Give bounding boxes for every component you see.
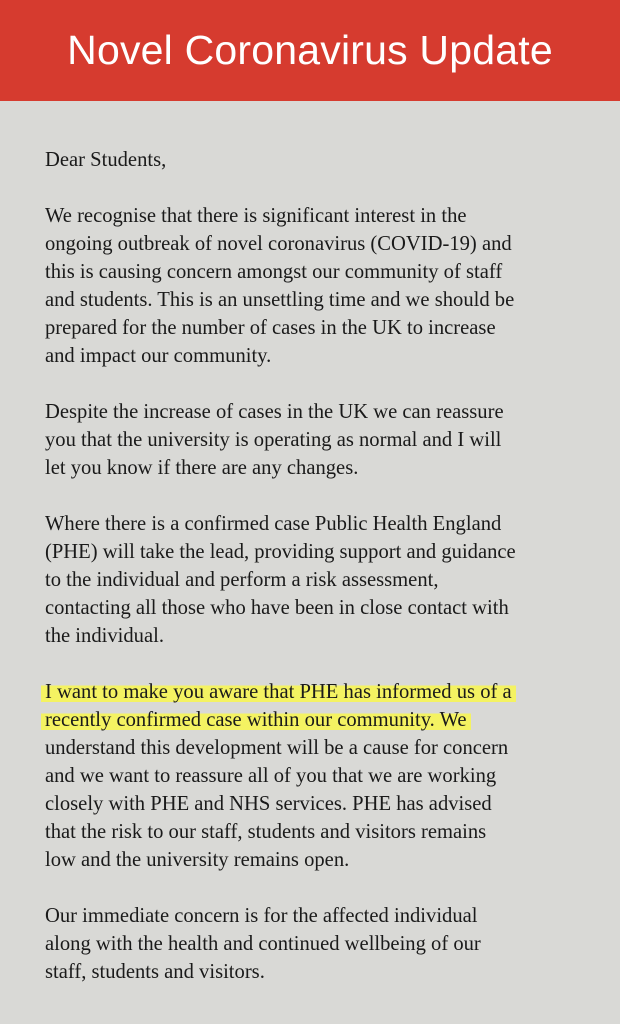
- paragraph-line: to the individual and perform a risk assessment,: [45, 569, 439, 591]
- paragraph-line: closely with PHE and NHS services. PHE has advised: [45, 793, 492, 815]
- paragraph-line: staff, students and visitors.: [45, 961, 265, 983]
- letter-body: [45, 146, 605, 986]
- paragraph-line: ongoing outbreak of novel coronavirus (COVID-19) and: [45, 233, 512, 255]
- paragraph-5: [45, 902, 605, 986]
- paragraph-line: low and the university remains open.: [45, 849, 350, 871]
- paragraph-4: [45, 678, 605, 874]
- highlighted-text: recently confirmed case within our community. We: [41, 709, 471, 731]
- paragraph-line: that the risk to our staff, students and visitors remains: [45, 821, 487, 843]
- paragraph-line: along with the health and continued wellbeing of our: [45, 933, 481, 955]
- paragraph-line: [45, 678, 605, 706]
- paragraph-gap: [45, 482, 605, 510]
- paragraph-2: [45, 398, 605, 482]
- paragraph-gap: [45, 650, 605, 678]
- paragraph-1: [45, 202, 605, 370]
- paragraph-line: understand this development will be a cause for concern: [45, 737, 509, 759]
- paragraph-line: We recognise that there is significant interest in the: [45, 205, 467, 227]
- paragraph-gap: [45, 174, 605, 202]
- paragraph-line: contacting all those who have been in close contact with: [45, 597, 509, 619]
- paragraph-line: prepared for the number of cases in the UK to increase: [45, 317, 496, 339]
- greeting: Dear Students,: [45, 149, 167, 171]
- paragraph-3: [45, 510, 605, 650]
- highlighted-text: I want to make you aware that PHE has informed us of a: [41, 681, 516, 703]
- paragraph-line: you that the university is operating as normal and I will: [45, 429, 502, 451]
- paragraph-line: and impact our community.: [45, 345, 272, 367]
- paragraph-line: the individual.: [45, 625, 164, 647]
- paragraph-line: and students. This is an unsettling time and we should be: [45, 289, 515, 311]
- paragraph-gap: [45, 874, 605, 902]
- paragraph-line: Despite the increase of cases in the UK we can reassure: [45, 401, 504, 423]
- paragraph-line: Where there is a confirmed case Public Health England: [45, 513, 502, 535]
- paragraph-gap: [45, 370, 605, 398]
- paragraph-line: and we want to reassure all of you that we are working: [45, 765, 497, 787]
- paragraph-line: (PHE) will take the lead, providing support and guidance: [45, 541, 516, 563]
- paragraph-line: [45, 706, 605, 734]
- paragraph-line: let you know if there are any changes.: [45, 457, 359, 479]
- paragraph-line: this is causing concern amongst our community of staff: [45, 261, 503, 283]
- page-title: Novel Coronavirus Update: [0, 0, 620, 101]
- paragraph-line: Our immediate concern is for the affected individual: [45, 905, 478, 927]
